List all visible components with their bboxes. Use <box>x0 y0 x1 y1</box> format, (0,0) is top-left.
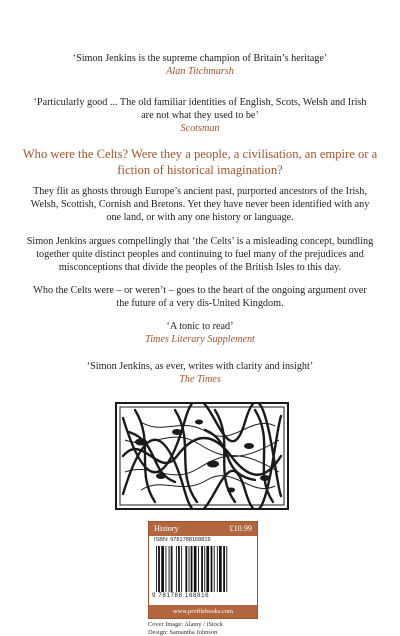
quote-text-line-2: are not what they used to be’ <box>0 109 400 122</box>
praise-quote-2 <box>0 96 400 135</box>
blurb-paragraph-3 <box>0 284 400 310</box>
blurb-paragraph-2 <box>0 235 400 274</box>
paragraph-line: together quite distinct peoples and continuing to fuel many of the prejudices and <box>0 248 400 261</box>
quote-text: ‘Simon Jenkins is the supreme champion of Britain’s heritage’ <box>0 52 400 65</box>
design-credit: Design: Samantha Johnson <box>148 629 223 636</box>
paragraph-line: one land, or with any one history or language. <box>0 211 400 224</box>
isbn-label: ISBN: 9781788168816 <box>154 537 211 543</box>
quote-text-line-1: ‘Particularly good ... The old familiar identities of English, Scots, Welsh and Irish <box>0 96 400 109</box>
cover-image-credit: Cover Image: Alamy / iStock <box>148 621 223 629</box>
cover-credits <box>148 621 223 636</box>
paragraph-line: misconceptions that divide the peoples of the British Isles to this day. <box>0 261 400 274</box>
barcode-number: 9 781788 168816 <box>152 592 254 599</box>
quote-attribution: Scotsman <box>0 122 400 135</box>
category-price-band <box>149 522 257 536</box>
praise-quote-1 <box>0 52 400 78</box>
headline-line-1: Who were the Celts? Were they a people, a civilisation, an empire or a <box>0 146 400 162</box>
barcode-panel <box>148 521 258 619</box>
paragraph-line: Who the Celts were – or weren’t – goes to the heart of the ongoing argument over <box>0 284 400 297</box>
blurb-headline <box>0 146 400 178</box>
paragraph-line: Simon Jenkins argues compellingly that ‘the Celts’ is a misleading concept, bundling <box>0 235 400 248</box>
headline-line-2: fiction of historical imagination? <box>0 162 400 178</box>
category-label: History <box>154 522 179 536</box>
barcode-graphic <box>154 546 252 592</box>
publisher-website: www.profilebooks.com <box>149 605 257 618</box>
quote-text: ‘Simon Jenkins, as ever, writes with clarity and insight’ <box>0 360 400 373</box>
paragraph-line: They flit as ghosts through Europe’s ancient past, purported ancestors of the Irish, <box>0 185 400 198</box>
review-quote-2 <box>0 360 400 386</box>
quote-attribution: The Times <box>0 373 400 386</box>
celtic-knotwork-illustration <box>115 402 289 510</box>
paragraph-line: Welsh, Scottish, Cornish and Bretons. Yet they have never been identified with any <box>0 198 400 211</box>
quote-attribution: Times Literary Supplement <box>0 333 400 346</box>
review-quote-1 <box>0 320 400 346</box>
blurb-paragraph-1 <box>0 185 400 224</box>
quote-text: ‘A tonic to read’ <box>0 320 400 333</box>
price-label: £10.99 <box>229 522 252 536</box>
quote-attribution: Alan Titchmarsh <box>0 65 400 78</box>
paragraph-line: the future of a very dis-United Kingdom. <box>0 297 400 310</box>
